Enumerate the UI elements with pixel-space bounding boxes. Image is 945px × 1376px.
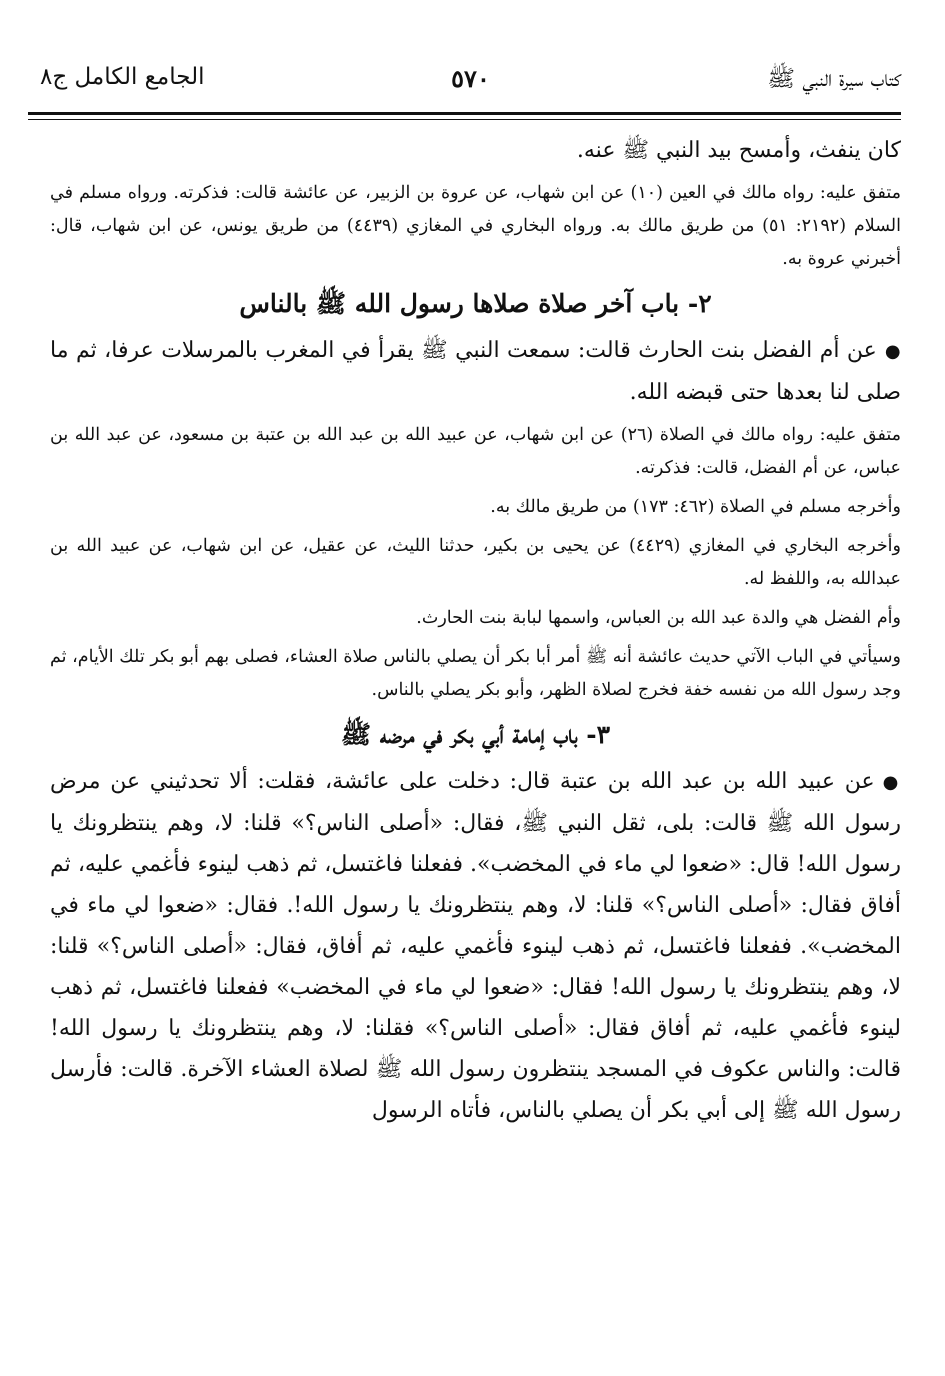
- chapter-heading: ٢- باب آخر صلاة صلاها رسول الله ﷺ بالناس: [239, 289, 712, 318]
- takhrij-note: [50, 419, 901, 485]
- page-content: [50, 130, 901, 1131]
- paragraph-text: عن أم الفضل بنت الحارث قالت: سمعت النبي ﷺ يقرأ في المغرب بالمرسلات عرفا، ثم ما صلى لنا بعدها حتى قبضه الله.: [50, 338, 901, 405]
- hadith-continuation: [50, 130, 901, 171]
- takhrij-note: [50, 602, 901, 635]
- page-number: ٥٧٠: [451, 64, 490, 93]
- takhrij-note: [50, 491, 901, 524]
- paragraph-text: عن عبيد الله بن عبد الله بن عتبة قال: دخلت على عائشة، فقلت: ألا تحدثيني عن مرض رسول الله ﷺ قالت: بلى، ثقل النبي ﷺ، فقال: «أصلى الناس؟» قلنا: لا، وهم ينتظرونك يا رسول الله! قال: «ضعوا لي ماء في المخضب». ففعلنا فاغتسل، ثم ذهب لينوء فأغمي عليه، ثم أفاق فقال: «أصلى الناس؟» قلنا: لا، وهم ينتظرونك يا رسول الله!. فقال: «ضعوا لي ماء في المخضب». ففعلنا فاغتسل، ثم ذهب لينوء فأغمي عليه، ثم أفاق، فقال: «أصلى الناس؟» قلنا: لا، وهم ينتظرونك يا رسول الله! فقال: «ضعوا لي ماء في المخضب» ففعلنا فاغتسل، ثم ذهب لينوء فأغمي عليه، ثم أفاق فقال: «أصلى الناس؟» فقلنا: لا، وهم ينتظرونك يا رسول الله! قالت: والناس عكوف في المسجد ينتظرون رسول الله ﷺ لصلاة العشاء الآخرة. قالت: فأرسل رسول الله ﷺ إلى أبي بكر أن يصلي بالناس، فأتاه الرسول: [50, 769, 902, 1123]
- bullet-icon: ●: [882, 772, 901, 793]
- hadith-text: [50, 761, 901, 1131]
- paragraph-text: وأخرجه البخاري في المغازي (٤٤٢٩) عن يحيى بن بكير، حدثنا الليث، عن عقيل، عن ابن شهاب، عن عبيد الله بن عبدالله به، واللفظ له.: [50, 536, 901, 589]
- paragraph-text: وأخرجه مسلم في الصلاة (٤٦٢: ١٧٣) من طريق مالك به.: [490, 497, 901, 517]
- header-rule-thick: [28, 112, 901, 115]
- chapter-heading: ٣- باب إمامة أبي بكر في مرضه ﷺ: [340, 720, 611, 749]
- hadith-text: [50, 330, 901, 413]
- collection-volume: الجامع الكامل ج٨: [40, 64, 205, 90]
- bullet-icon: ●: [884, 341, 901, 362]
- header-rule-thin: [28, 119, 901, 120]
- takhrij-note: [50, 530, 901, 596]
- takhrij-note: [50, 641, 901, 707]
- book-title: كتاب سيرة النبي ﷺ: [767, 66, 901, 92]
- paragraph-text: متفق عليه: رواه مالك في الصلاة (٢٦) عن ابن شهاب، عن عبيد الله بن عبد الله بن عتبة بن مسعود، عن عبد الله بن عباس، عن أم الفضل، قالت: فذكرته.: [50, 425, 901, 478]
- paragraph-text: وأم الفضل هي والدة عبد الله بن العباس، واسمها لبابة بنت الحارث.: [416, 608, 901, 628]
- paragraph-text: كان ينفث، وأمسح بيد النبي ﷺ عنه.: [576, 138, 901, 163]
- paragraph-text: وسيأتي في الباب الآتي حديث عائشة أنه ﷺ أمر أبا بكر أن يصلي بالناس صلاة العشاء، فصلى بهم أبو بكر تلك الأيام، ثم وجد رسول الله من نفسه خفة فخرج لصلاة الظهر، وأبو بكر يصلي بالناس.: [50, 647, 901, 700]
- paragraph-text: متفق عليه: رواه مالك في العين (١٠) عن ابن شهاب، عن عروة بن الزبير، عن عائشة قالت: فذكرته. ورواه مسلم في السلام (٢١٩٢: ٥١) من طريق مالك به. ورواه البخاري في المغازي (٤٤٣٩) من طريق يونس، عن ابن شهاب، قال: أخبرني عروة به.: [50, 183, 902, 269]
- page-header: [40, 58, 901, 110]
- takhrij-note: [50, 177, 901, 276]
